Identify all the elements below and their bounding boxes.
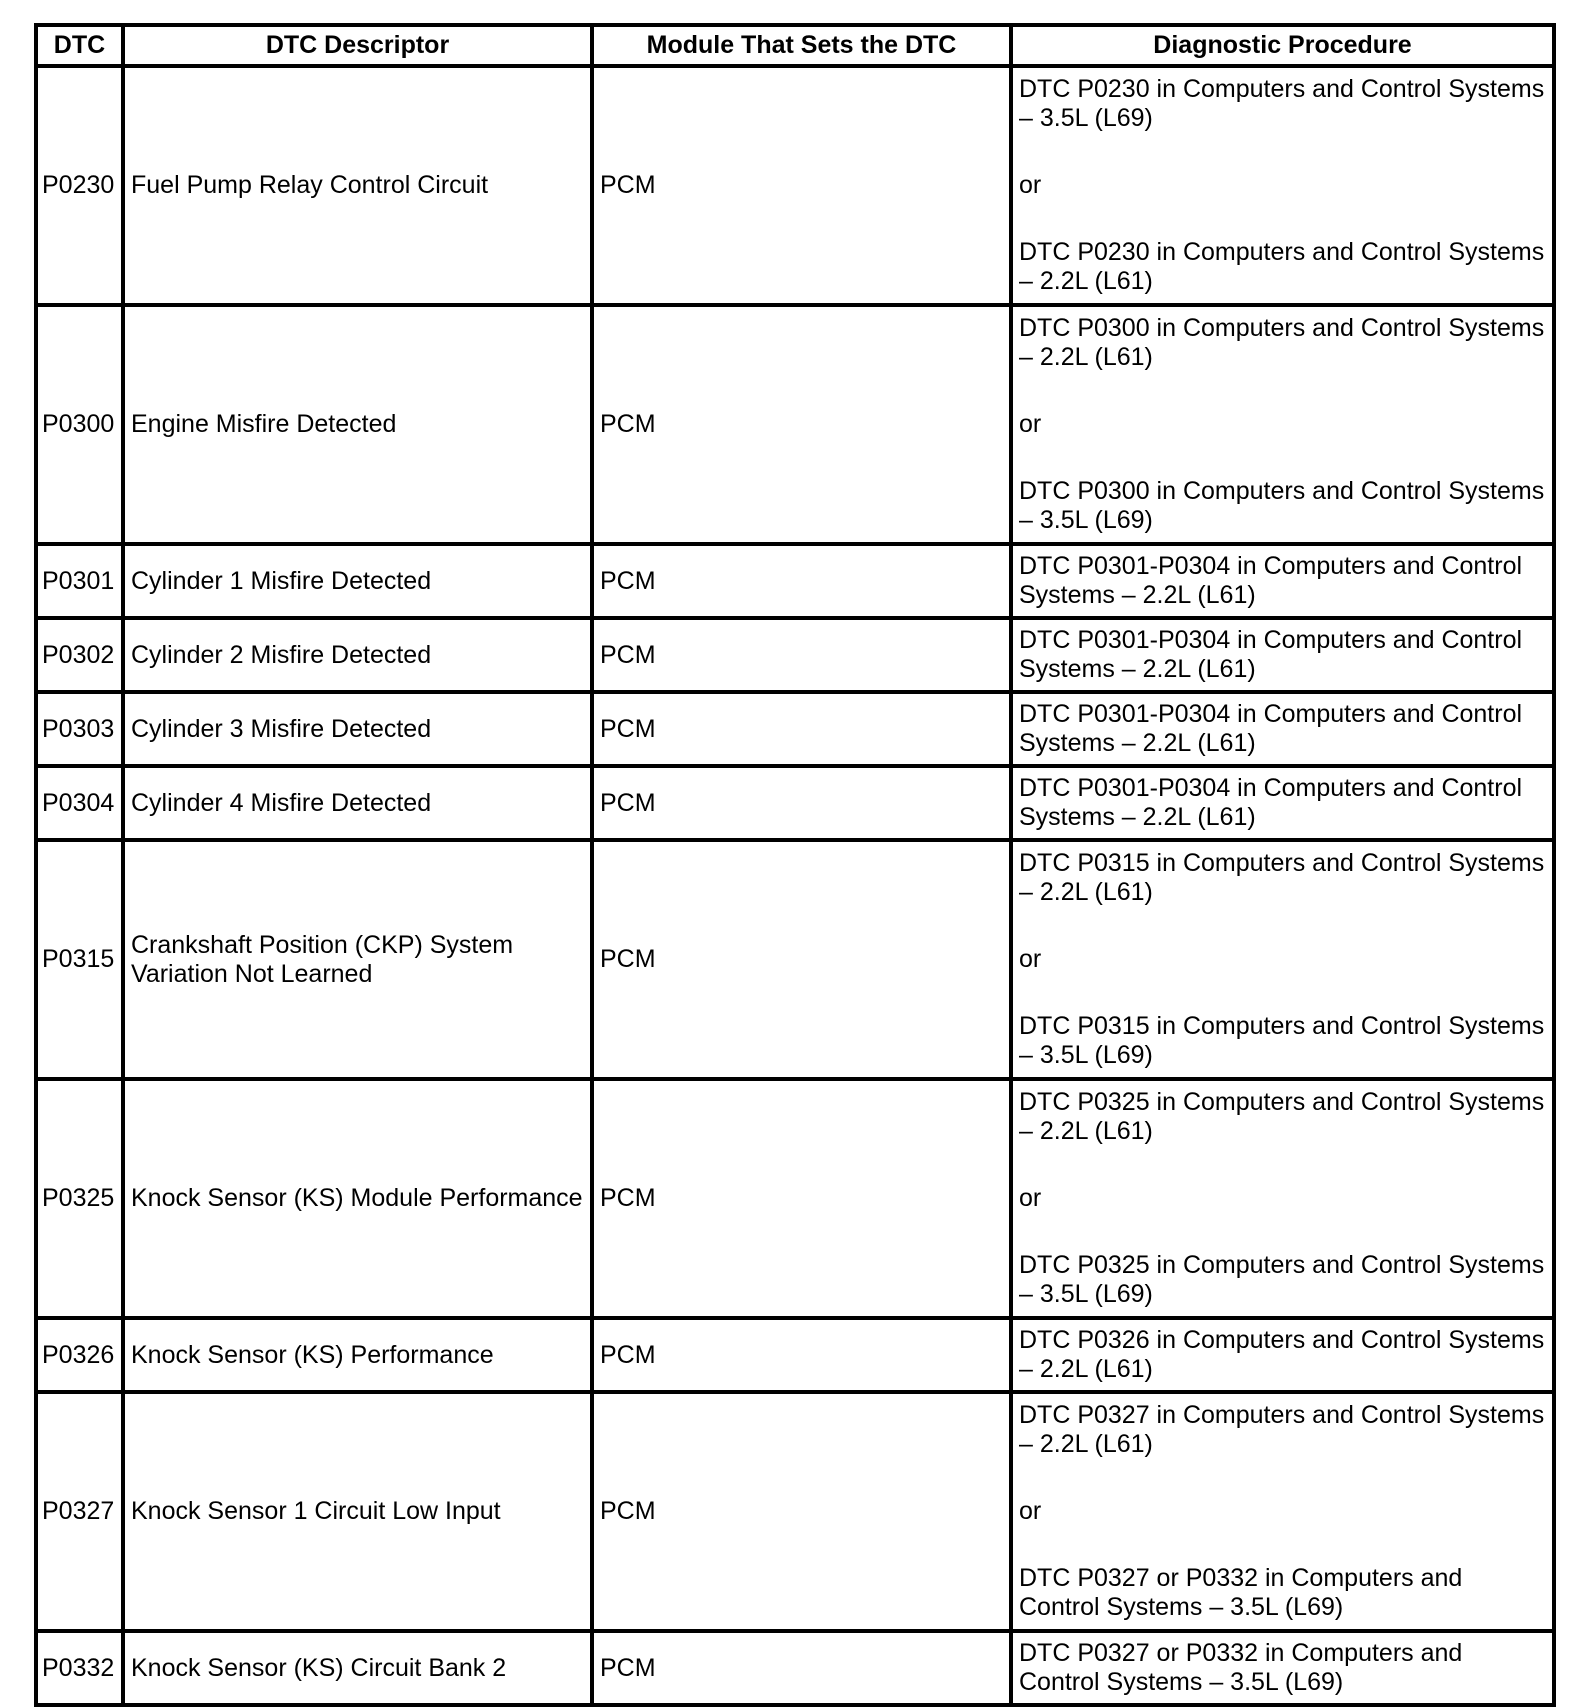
dtc-code: P0332 [36, 1631, 123, 1705]
dtc-descriptor: Fuel Pump Relay Control Circuit [123, 66, 592, 305]
table-row [36, 1079, 1554, 1318]
table-row [36, 840, 1554, 1079]
dtc-descriptor: Engine Misfire Detected [123, 305, 592, 544]
dtc-descriptor: Knock Sensor (KS) Circuit Bank 2 [123, 1631, 592, 1705]
dtc-descriptor: Knock Sensor (KS) Module Performance [123, 1079, 592, 1318]
dtc-module: PCM [592, 66, 1011, 305]
procedure-or: or [1019, 945, 1042, 973]
procedure-or: or [1019, 1497, 1042, 1525]
dtc-code: P0302 [36, 618, 123, 692]
dtc-module: PCM [592, 305, 1011, 544]
header-module: Module That Sets the DTC [592, 25, 1011, 66]
procedure-option-b: DTC P0315 in Computers and Control Systems – 3.5L (L69) [1019, 1012, 1545, 1069]
procedure-option-b: DTC P0327 or P0332 in Computers and Control Systems – 3.5L (L69) [1019, 1564, 1463, 1621]
table-row [36, 766, 1554, 840]
dtc-module: PCM [592, 840, 1011, 1079]
dtc-module: PCM [592, 618, 1011, 692]
table-row [36, 544, 1554, 618]
dtc-descriptor: Knock Sensor 1 Circuit Low Input [123, 1392, 592, 1631]
table-row [36, 1392, 1554, 1631]
dtc-descriptor: Cylinder 4 Misfire Detected [123, 766, 592, 840]
diagnostic-procedure: DTC P0301-P0304 in Computers and Control Systems – 2.2L (L61) [1011, 544, 1554, 618]
table-row [36, 66, 1554, 305]
dtc-table [34, 23, 1556, 1707]
dtc-module: PCM [592, 1079, 1011, 1318]
dtc-descriptor: Cylinder 2 Misfire Detected [123, 618, 592, 692]
dtc-code: P0230 [36, 66, 123, 305]
dtc-code: P0325 [36, 1079, 123, 1318]
table-row [36, 305, 1554, 544]
procedure-or: or [1019, 1184, 1042, 1212]
procedure-option-a: DTC P0327 in Computers and Control Systems – 2.2L (L61) [1019, 1401, 1545, 1458]
header-row [36, 25, 1554, 66]
procedure-option-b: DTC P0300 in Computers and Control Systems – 3.5L (L69) [1019, 477, 1545, 534]
table-row [36, 692, 1554, 766]
procedure-option-a: DTC P0230 in Computers and Control Systems – 3.5L (L69) [1019, 75, 1545, 132]
dtc-module: PCM [592, 1631, 1011, 1705]
dtc-module: PCM [592, 766, 1011, 840]
dtc-code: P0327 [36, 1392, 123, 1631]
table-row [36, 1318, 1554, 1392]
header-descriptor: DTC Descriptor [123, 25, 592, 66]
dtc-descriptor: Cylinder 1 Misfire Detected [123, 544, 592, 618]
diagnostic-procedure [1011, 305, 1554, 544]
dtc-descriptor: Knock Sensor (KS) Performance [123, 1318, 592, 1392]
procedure-or: or [1019, 410, 1042, 438]
diagnostic-procedure [1011, 66, 1554, 305]
dtc-code: P0326 [36, 1318, 123, 1392]
dtc-module: PCM [592, 1318, 1011, 1392]
procedure-option-a: DTC P0315 in Computers and Control Systems – 2.2L (L61) [1019, 849, 1545, 906]
dtc-code: P0303 [36, 692, 123, 766]
procedure-option-b: DTC P0230 in Computers and Control Systems – 2.2L (L61) [1019, 238, 1545, 295]
dtc-module: PCM [592, 1392, 1011, 1631]
dtc-descriptor: Crankshaft Position (CKP) System Variation Not Learned [123, 840, 592, 1079]
dtc-module: PCM [592, 692, 1011, 766]
diagnostic-procedure: DTC P0301-P0304 in Computers and Control Systems – 2.2L (L61) [1011, 692, 1554, 766]
dtc-code: P0315 [36, 840, 123, 1079]
diagnostic-procedure: DTC P0301-P0304 in Computers and Control Systems – 2.2L (L61) [1011, 766, 1554, 840]
procedure-option-a: DTC P0300 in Computers and Control Systems – 2.2L (L61) [1019, 314, 1545, 371]
table-row [36, 1631, 1554, 1705]
header-procedure: Diagnostic Procedure [1011, 25, 1554, 66]
header-dtc: DTC [36, 25, 123, 66]
table-row [36, 618, 1554, 692]
diagnostic-procedure [1011, 1079, 1554, 1318]
dtc-code: P0301 [36, 544, 123, 618]
dtc-module: PCM [592, 544, 1011, 618]
diagnostic-procedure [1011, 840, 1554, 1079]
diagnostic-procedure: DTC P0301-P0304 in Computers and Control Systems – 2.2L (L61) [1011, 618, 1554, 692]
dtc-code: P0304 [36, 766, 123, 840]
dtc-code: P0300 [36, 305, 123, 544]
diagnostic-procedure: DTC P0326 in Computers and Control Systems – 2.2L (L61) [1011, 1318, 1554, 1392]
dtc-descriptor: Cylinder 3 Misfire Detected [123, 692, 592, 766]
procedure-option-b: DTC P0325 in Computers and Control Systems – 3.5L (L69) [1019, 1251, 1545, 1308]
procedure-or: or [1019, 171, 1042, 199]
procedure-option-a: DTC P0325 in Computers and Control Systems – 2.2L (L61) [1019, 1088, 1545, 1145]
diagnostic-procedure [1011, 1392, 1554, 1631]
diagnostic-procedure: DTC P0327 or P0332 in Computers and Control Systems – 3.5L (L69) [1011, 1631, 1554, 1705]
